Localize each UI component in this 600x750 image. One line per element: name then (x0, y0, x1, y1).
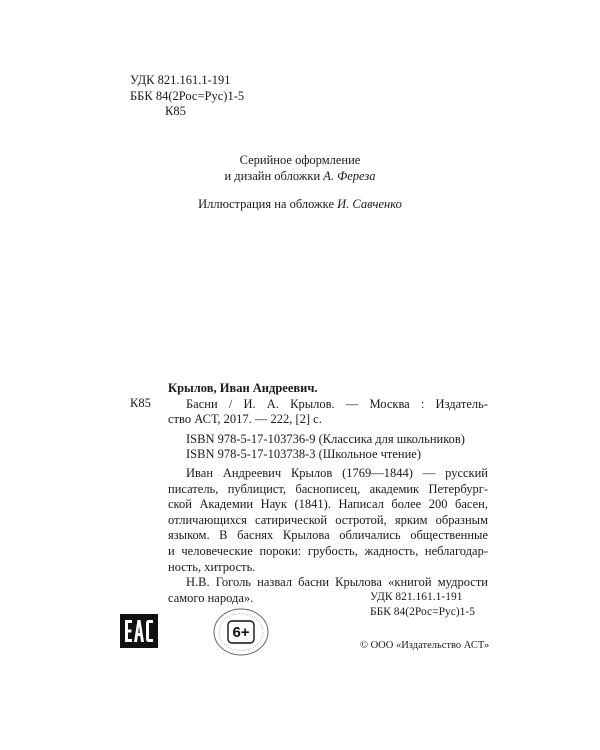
record-author-mark: К85 (130, 396, 151, 410)
eac-mark-icon (120, 614, 158, 648)
annotation-line: ской Академии Наук (1841). Написал более 200 басен, (168, 497, 488, 512)
udk-code: УДК 821.161.1-191 (370, 591, 463, 603)
title-line2: ство АСТ, 2017. — 222, [2] с. (168, 412, 322, 427)
design-credits (0, 152, 600, 212)
author-heading: Крылов, Иван Андреевич. (168, 381, 318, 395)
top-classification-codes (130, 73, 244, 120)
copyright-line: © ООО «Издательство АСТ» (360, 640, 490, 651)
annotation-line: и человеческие пороки: грубость, жадность, неблагодар- (168, 543, 488, 558)
isbn-line: ISBN 978-5-17-103736-9 (Классика для школьников) (186, 431, 465, 446)
annotation-line: писатель, публицист, баснописец, академик Петербург- (168, 481, 488, 496)
series-design-line2: и дизайн обложки А. Фереза (224, 169, 376, 183)
gogol-quote-line2: самого народа». (168, 590, 254, 605)
gogol-quote-line1: Н.В. Гоголь назвал басни Крылова «книгой мудрости (186, 575, 488, 590)
annotation (168, 466, 488, 606)
annotation-line: ность, хитрость. (168, 559, 256, 574)
annotation-line: языком. В баснях Крылова обличались общественные (168, 528, 488, 543)
isbn-line: ISBN 978-5-17-103738-3 (Школьное чтение) (186, 447, 422, 462)
series-design-line1: Серийное оформление (239, 153, 361, 167)
bottom-classification-codes (370, 590, 475, 620)
catalog-record (168, 381, 488, 463)
illustrator-name: И. Савченко (337, 197, 402, 211)
annotation-line: отличающихся сатирической остротой, ярким образным (168, 512, 488, 527)
age-rating-text: 6+ (232, 623, 250, 641)
annotation-line: Иван Андреевич Крылов (1769—1844) — русский (186, 466, 488, 480)
udk-code: УДК 821.161.1-191 (130, 73, 231, 87)
age-rating-badge (213, 608, 269, 656)
designer-name: А. Фереза (323, 169, 376, 183)
bbk-code: ББК 84(2Рос=Рус)1-5 (130, 88, 245, 103)
isbn-list (168, 432, 488, 463)
bbk-code: ББК 84(2Рос=Рус)1-5 (370, 606, 475, 618)
title-line1: Басни / И. А. Крылов. — Москва : Издатель- (186, 396, 488, 411)
author-mark: К85 (165, 104, 186, 118)
illustration-credit: Иллюстрация на обложке И. Савченко (198, 197, 402, 211)
